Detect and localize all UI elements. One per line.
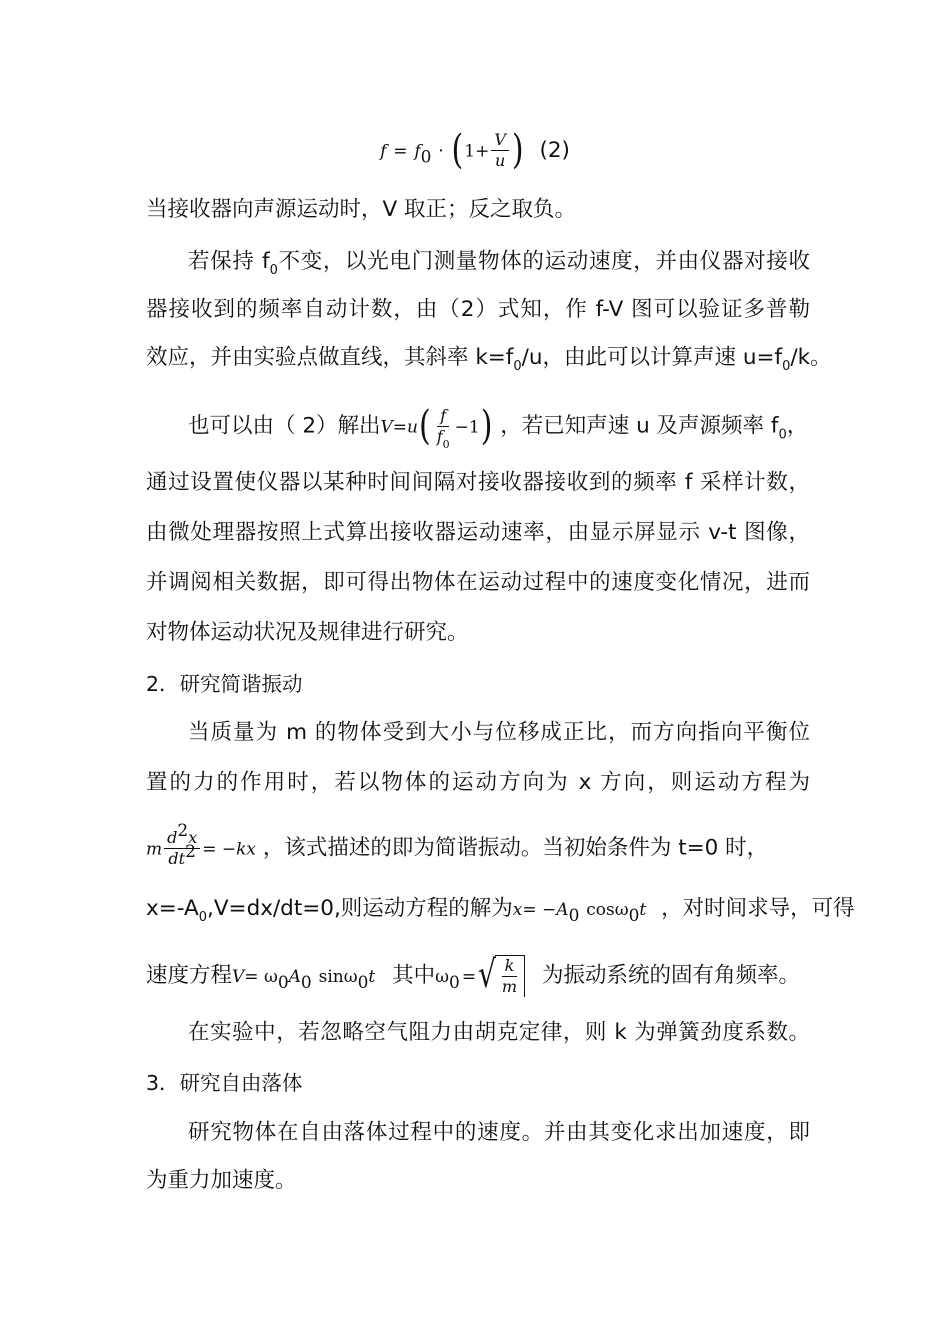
formula-dot: · [438,141,444,162]
sol-t: t [639,900,647,920]
p4-l4-c: ，对时间求导，可得 [661,896,855,921]
paragraph-3-line-3: 由微处理器按照上式算出接收器运动速率，由显示屏显示 v-t 图像， [146,520,810,545]
paragraph-6-line-2: 为重力加速度。 [146,1168,297,1193]
p2-sub: 0 [269,263,278,278]
paragraph-4-line-2: 置的力的作用时，若以物体的运动方向为 x 方向，则运动方程为 [146,770,810,795]
sol-eq: = −A [522,900,569,920]
formula-f: f [380,141,387,162]
sol-sub: 0 [568,906,580,926]
paragraph-3-line-4: 并调阅相关数据，即可得出物体在运动过程中的速度变化情况，进而 [146,570,810,595]
sol-cos: cos [586,900,615,920]
w-num: k [502,956,518,977]
p2-l3-sub2: 0 [782,359,791,374]
formula-fraction [491,130,509,171]
p3-den [434,427,453,451]
p3-text-a: 也可以由（ 2）解出 [188,413,381,439]
w-eq: = [461,967,477,987]
formula-den: u [494,151,506,170]
p3-eq-v: V [380,417,393,438]
p2-l3-a: 效应，并由实验点做直线，其斜率 k=f [146,345,514,370]
eq-rhs: = −kx [202,839,257,860]
w-w: ω [435,967,449,987]
formula-label: (2) [539,137,570,163]
paragraph-3-line-5: 对物体运动状况及规律进行研究。 [146,620,469,645]
v-sub1: 0 [277,973,289,993]
paragraph-4-line-3 [146,821,810,869]
sqrt [478,951,525,997]
v-t: t [368,967,376,987]
p3-sub: 0 [778,427,787,443]
sol-x: x [512,900,523,920]
p4-l4-b: ,V=dx/dt=0,则运动方程的解为 [207,896,513,921]
p4-l4-sub: 0 [198,910,208,925]
eq-den-sup: 2 [185,842,196,862]
v-eq: = ω [244,967,278,987]
p4-l4-a: x=-A [146,896,199,921]
eq-num-d: d [167,828,178,847]
eq-num-x: x [188,828,198,847]
sqrt-sign: √ [478,951,496,997]
v-w: ω [343,967,358,987]
p4-l5-b: 其中 [392,963,436,988]
section-heading-2: 2．研究简谐振动 [146,672,303,696]
p3-den-sub: 0 [442,438,450,451]
eq-m: m [146,839,163,860]
paragraph-4-line-4 [146,894,855,926]
w-fraction [499,956,520,997]
v-sub3: 0 [357,973,369,993]
p2-text-b: 不变，以光电门测量物体的运动速度，并由仪器对接收 [277,249,810,274]
paragraph-2-line-1 [188,247,810,277]
eq-den [165,842,199,869]
paragraph-2-line-2: 器接收到的频率自动计数，由（2）式知，作 f-V 图可以验证多普勒 [146,297,810,322]
v-v: V [232,967,245,987]
p4-l5-c: 为振动系统的固有角频率。 [541,963,800,988]
paragraph-6-line-1: 研究物体在自由落体过程中的速度。并由其变化求出加速度，即 [188,1120,810,1145]
p4-l3-text: ，该式描述的即为简谐振动。当初始条件为 t=0 时， [262,835,769,861]
formula-2: $f = f_0 \cdot (1+$ $\frac{V}{u}$ ) (2) [380,126,570,174]
p2-l3-sub1: 0 [513,359,522,374]
sol-w-sub: 0 [628,906,640,926]
p2-text-a: 若保持 f [188,249,270,274]
formula-eq: = [393,141,408,162]
w-den: m [501,977,518,996]
formula-num: V [491,130,509,151]
p4-l5-a: 速度方程 [146,963,233,988]
eq-num-sup: 2 [177,821,189,841]
formula-f0-sub: 0 [420,147,432,168]
p3-eq-u: u [407,417,418,438]
p3-fraction [434,406,453,451]
p2-l3-c: /k。 [790,345,832,370]
paragraph-3-line-2: 通过设置使仪器以某种时间间隔对接收器接收到的频率 f 采样计数， [146,470,810,495]
sqrt-body [495,955,525,997]
formula-one: 1 [464,141,476,162]
p3-text-c: ， [786,413,809,439]
section-heading-3: 3．研究自由落体 [146,1071,303,1095]
v-sub2: 0 [300,973,312,993]
formula-plus: + [475,141,490,162]
p3-num: f [437,406,449,427]
paragraph-4-line-5 [146,951,810,997]
formula-f0: f [414,141,421,162]
eq-den-dt: dt [168,849,186,868]
v-a: A [288,967,301,987]
p2-l3-b: /u，由此可以计算声速 u=f [521,345,783,370]
paragraph-5: 在实验中，若忽略空气阻力由胡克定律，则 k 为弹簧劲度系数。 [188,1020,810,1045]
sol-w: ω [614,900,629,920]
paragraph-4-line-1: 当质量为 m 的物体受到大小与位移成正比，而方向指向平衡位 [188,720,810,745]
paragraph-2-line-3 [146,343,832,374]
p3-text-b: ，若已知声速 u 及声源频率 f [500,413,779,439]
v-sin: sin [318,967,344,987]
eq-fraction [164,821,200,869]
paragraph-1: 当接收器向声源运动时，V 取正；反之取负。 [146,197,577,222]
p3-den-f: f [436,427,443,446]
p3-eq-eq: = [392,417,408,438]
paragraph-3-line-1: 也可以由（ 2）解出V=u( $\frac{f}{f_0}$ −1) ，若已知声速 u 及声源频率 $f_0$， [188,402,809,451]
w-sub: 0 [449,973,460,993]
p3-minus: −1 [454,417,480,438]
